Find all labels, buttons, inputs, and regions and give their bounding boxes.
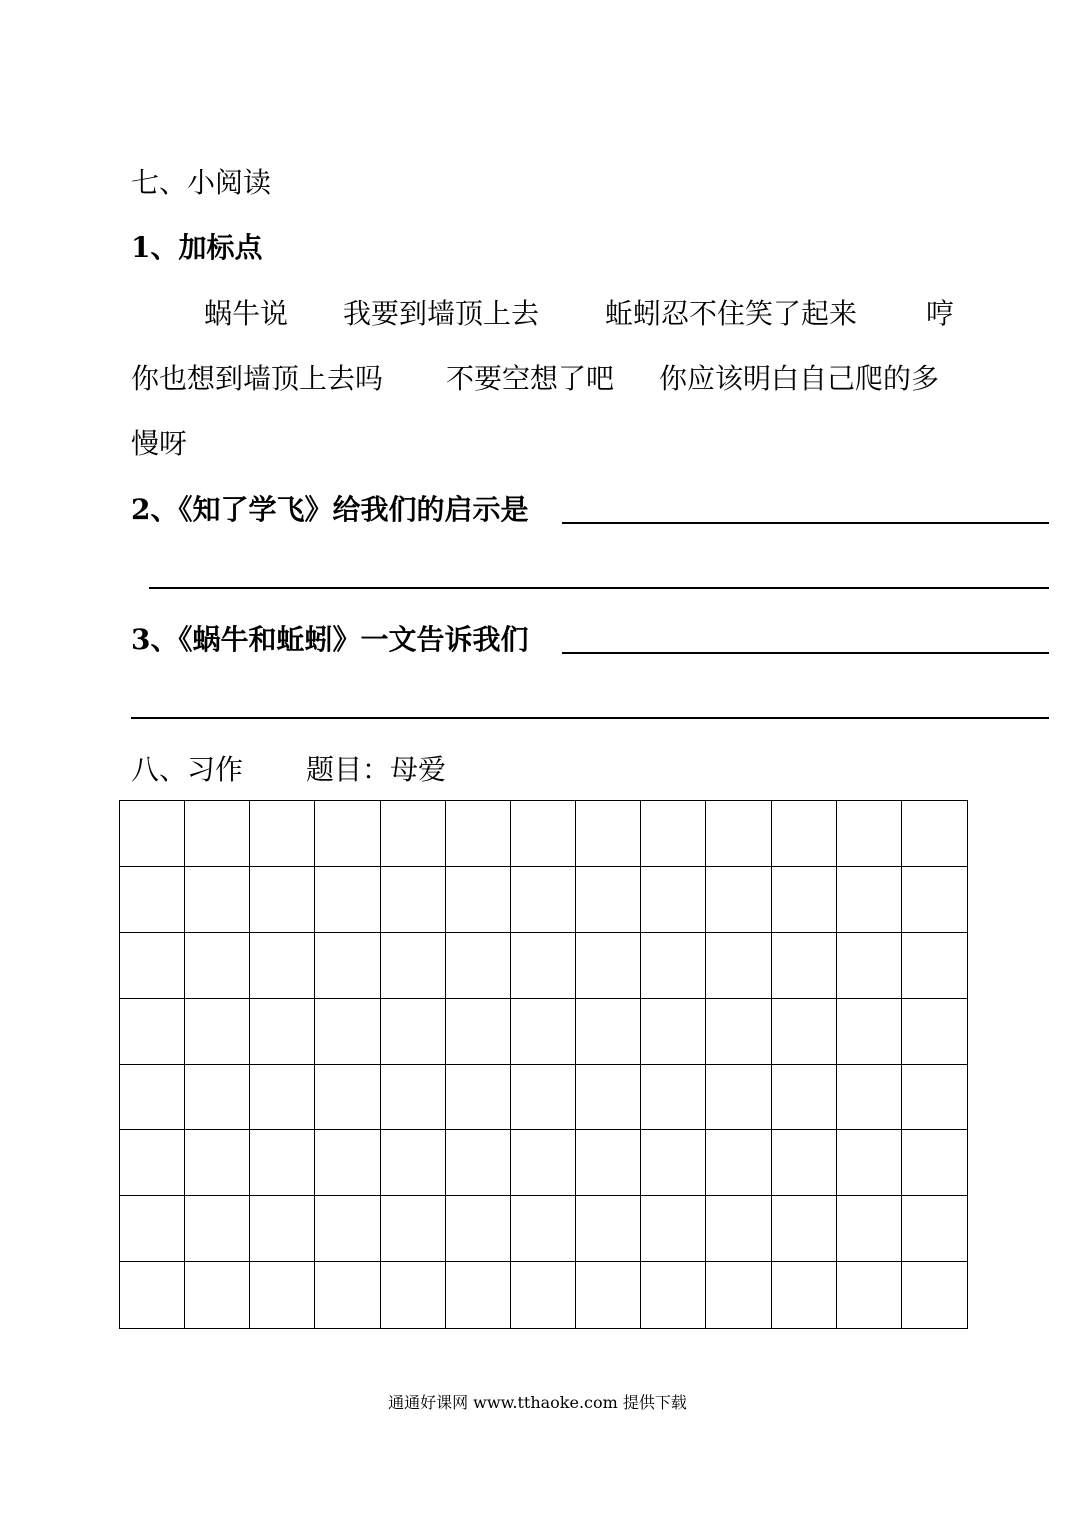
grid-cell[interactable] xyxy=(446,801,511,867)
grid-cell[interactable] xyxy=(902,999,967,1065)
grid-cell[interactable] xyxy=(250,1130,315,1196)
q1-text-segment: 蚯蚓忍不住笑了起来 xyxy=(605,297,858,330)
grid-cell[interactable] xyxy=(381,867,446,933)
grid-cell[interactable] xyxy=(381,999,446,1065)
q2-answer-line[interactable] xyxy=(562,522,1049,524)
grid-cell[interactable] xyxy=(706,867,771,933)
grid-cell[interactable] xyxy=(837,1065,902,1131)
grid-cell[interactable] xyxy=(511,1262,576,1328)
grid-cell[interactable] xyxy=(185,867,250,933)
q3-answer-line[interactable] xyxy=(131,717,1049,719)
grid-cell[interactable] xyxy=(511,999,576,1065)
grid-cell[interactable] xyxy=(250,933,315,999)
grid-cell[interactable] xyxy=(837,1262,902,1328)
grid-cell[interactable] xyxy=(837,999,902,1065)
grid-cell[interactable] xyxy=(120,1065,185,1131)
grid-cell[interactable] xyxy=(837,867,902,933)
grid-cell[interactable] xyxy=(381,933,446,999)
grid-cell[interactable] xyxy=(511,801,576,867)
grid-cell[interactable] xyxy=(706,1065,771,1131)
grid-cell[interactable] xyxy=(576,1262,641,1328)
q1-text-segment: 你应该明白自己爬的多 xyxy=(659,362,940,395)
grid-cell[interactable] xyxy=(641,1065,706,1131)
composition-grid[interactable] xyxy=(119,800,968,1329)
grid-cell[interactable] xyxy=(446,1196,511,1262)
grid-cell[interactable] xyxy=(250,999,315,1065)
grid-cell[interactable] xyxy=(250,1065,315,1131)
grid-cell[interactable] xyxy=(315,1065,380,1131)
grid-cell[interactable] xyxy=(902,933,967,999)
grid-cell[interactable] xyxy=(576,933,641,999)
grid-cell[interactable] xyxy=(185,1065,250,1131)
q3-answer-line[interactable] xyxy=(562,652,1049,654)
grid-cell[interactable] xyxy=(381,1262,446,1328)
grid-cell[interactable] xyxy=(315,867,380,933)
grid-cell[interactable] xyxy=(381,1196,446,1262)
grid-cell[interactable] xyxy=(381,801,446,867)
grid-cell[interactable] xyxy=(250,867,315,933)
grid-cell[interactable] xyxy=(511,1196,576,1262)
grid-cell[interactable] xyxy=(641,999,706,1065)
grid-cell[interactable] xyxy=(902,867,967,933)
grid-cell[interactable] xyxy=(120,1262,185,1328)
grid-cell[interactable] xyxy=(315,1262,380,1328)
grid-cell[interactable] xyxy=(641,801,706,867)
grid-cell[interactable] xyxy=(706,801,771,867)
grid-cell[interactable] xyxy=(706,1196,771,1262)
q1-text-segment: 你也想到墙顶上去吗 xyxy=(131,362,384,395)
q1-text-segment: 慢呀 xyxy=(131,427,188,460)
grid-cell[interactable] xyxy=(706,1130,771,1196)
section-7-title: 七、小阅读 xyxy=(131,166,272,199)
grid-cell[interactable] xyxy=(446,1065,511,1131)
grid-cell[interactable] xyxy=(576,801,641,867)
grid-cell[interactable] xyxy=(641,867,706,933)
grid-cell[interactable] xyxy=(641,1130,706,1196)
composition-topic: 题目：母爱 xyxy=(306,753,447,786)
grid-cell[interactable] xyxy=(772,801,837,867)
grid-cell[interactable] xyxy=(772,1196,837,1262)
grid-cell[interactable] xyxy=(250,1196,315,1262)
grid-cell[interactable] xyxy=(250,1262,315,1328)
grid-cell[interactable] xyxy=(120,1130,185,1196)
footer-text: 通通好课网 www.tthaoke.com 提供下载 xyxy=(388,1393,687,1412)
grid-cell[interactable] xyxy=(837,933,902,999)
grid-cell[interactable] xyxy=(772,1130,837,1196)
grid-cell[interactable] xyxy=(772,999,837,1065)
grid-cell[interactable] xyxy=(902,1262,967,1328)
grid-cell[interactable] xyxy=(641,1262,706,1328)
q2-answer-line[interactable] xyxy=(149,587,1049,589)
grid-cell[interactable] xyxy=(706,999,771,1065)
grid-cell[interactable] xyxy=(511,1130,576,1196)
grid-cell[interactable] xyxy=(315,801,380,867)
grid-cell[interactable] xyxy=(576,867,641,933)
grid-cell[interactable] xyxy=(315,1130,380,1196)
section-8-title: 八、习作 xyxy=(131,753,244,786)
grid-cell[interactable] xyxy=(250,801,315,867)
grid-cell[interactable] xyxy=(120,867,185,933)
grid-cell[interactable] xyxy=(446,867,511,933)
grid-cell[interactable] xyxy=(446,1262,511,1328)
grid-cell[interactable] xyxy=(315,933,380,999)
grid-cell[interactable] xyxy=(185,933,250,999)
grid-cell[interactable] xyxy=(120,999,185,1065)
grid-cell[interactable] xyxy=(315,1196,380,1262)
grid-cell[interactable] xyxy=(511,867,576,933)
grid-cell[interactable] xyxy=(446,933,511,999)
q1-text-segment: 蜗牛说 xyxy=(204,297,289,330)
q1-label: 1、加标点 xyxy=(131,231,263,264)
grid-cell[interactable] xyxy=(706,933,771,999)
grid-cell[interactable] xyxy=(511,1065,576,1131)
grid-cell[interactable] xyxy=(641,933,706,999)
grid-cell[interactable] xyxy=(902,1065,967,1131)
grid-cell[interactable] xyxy=(381,1065,446,1131)
grid-cell[interactable] xyxy=(185,801,250,867)
grid-cell[interactable] xyxy=(772,933,837,999)
q1-text-segment: 我要到墙顶上去 xyxy=(343,297,540,330)
grid-cell[interactable] xyxy=(837,1130,902,1196)
grid-cell[interactable] xyxy=(641,1196,706,1262)
grid-cell[interactable] xyxy=(772,1262,837,1328)
grid-cell[interactable] xyxy=(837,801,902,867)
grid-cell[interactable] xyxy=(446,999,511,1065)
grid-cell[interactable] xyxy=(185,999,250,1065)
grid-cell[interactable] xyxy=(902,1130,967,1196)
grid-cell[interactable] xyxy=(706,1262,771,1328)
grid-cell[interactable] xyxy=(772,1065,837,1131)
grid-cell[interactable] xyxy=(902,1196,967,1262)
q1-text-segment: 哼 xyxy=(926,297,955,330)
q1-text-segment: 不要空想了吧 xyxy=(446,362,615,395)
grid-cell[interactable] xyxy=(315,999,380,1065)
grid-cell[interactable] xyxy=(772,867,837,933)
grid-cell[interactable] xyxy=(120,1196,185,1262)
grid-cell[interactable] xyxy=(902,801,967,867)
grid-cell[interactable] xyxy=(576,999,641,1065)
grid-cell[interactable] xyxy=(381,1130,446,1196)
q2-label: 2、《知了学飞》给我们的启示是 xyxy=(131,493,529,526)
grid-cell[interactable] xyxy=(576,1196,641,1262)
grid-cell[interactable] xyxy=(185,1196,250,1262)
grid-cell[interactable] xyxy=(837,1196,902,1262)
grid-cell[interactable] xyxy=(120,933,185,999)
grid-cell[interactable] xyxy=(120,801,185,867)
grid-cell[interactable] xyxy=(446,1130,511,1196)
grid-cell[interactable] xyxy=(185,1262,250,1328)
grid-cell[interactable] xyxy=(511,933,576,999)
grid-cell[interactable] xyxy=(576,1130,641,1196)
grid-cell[interactable] xyxy=(576,1065,641,1131)
q3-label: 3、《蜗牛和蚯蚓》一文告诉我们 xyxy=(131,623,529,656)
grid-cell[interactable] xyxy=(185,1130,250,1196)
